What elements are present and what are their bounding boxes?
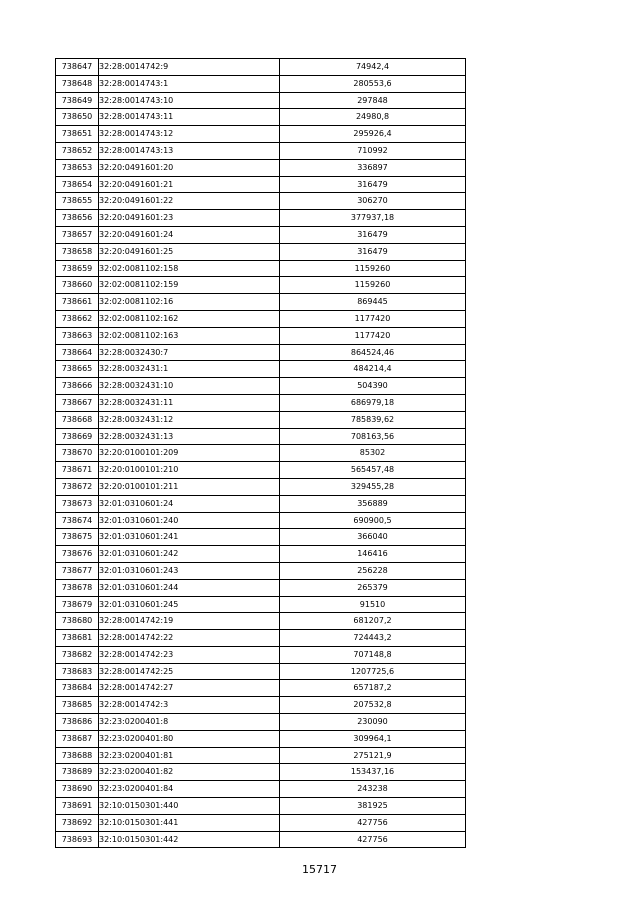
cadastral-number-cell: 32:20:0491601:20 <box>99 159 280 176</box>
cadastral-number-cell: 32:28:0032431:13 <box>99 428 280 445</box>
row-id-cell: 738667 <box>56 394 99 411</box>
table-row <box>56 75 466 92</box>
table-row <box>56 361 466 378</box>
cadastral-number-cell: 32:20:0100101:210 <box>99 462 280 479</box>
row-id-cell: 738676 <box>56 546 99 563</box>
cadastral-value-cell: 710992 <box>280 142 466 159</box>
row-id-cell: 738678 <box>56 579 99 596</box>
table-row <box>56 495 466 512</box>
cadastral-value-cell: 207532,8 <box>280 697 466 714</box>
cadastral-number-cell: 32:28:0032430:7 <box>99 344 280 361</box>
row-id-cell: 738659 <box>56 260 99 277</box>
cadastral-number-cell: 32:01:0310601:243 <box>99 562 280 579</box>
row-id-cell: 738647 <box>56 59 99 76</box>
table-row <box>56 512 466 529</box>
cadastral-number-cell: 32:28:0014743:1 <box>99 75 280 92</box>
table-row <box>56 243 466 260</box>
row-id-cell: 738691 <box>56 798 99 815</box>
cadastral-value-cell: 275121,9 <box>280 747 466 764</box>
cadastral-number-cell: 32:20:0491601:21 <box>99 176 280 193</box>
table-row <box>56 680 466 697</box>
cadastral-number-cell: 32:01:0310601:244 <box>99 579 280 596</box>
cadastral-value-cell: 484214,4 <box>280 361 466 378</box>
cadastral-value-cell: 1177420 <box>280 327 466 344</box>
table-row <box>56 781 466 798</box>
row-id-cell: 738670 <box>56 445 99 462</box>
cadastral-value-cell: 316479 <box>280 176 466 193</box>
cadastral-value-table <box>55 58 466 848</box>
cadastral-number-cell: 32:01:0310601:245 <box>99 596 280 613</box>
table-row <box>56 596 466 613</box>
table-row <box>56 831 466 848</box>
row-id-cell: 738682 <box>56 646 99 663</box>
cadastral-value-cell: 427756 <box>280 831 466 848</box>
table-row <box>56 210 466 227</box>
table-row <box>56 579 466 596</box>
row-id-cell: 738669 <box>56 428 99 445</box>
cadastral-value-cell: 1207725,6 <box>280 663 466 680</box>
table-row <box>56 109 466 126</box>
cadastral-number-cell: 32:20:0100101:209 <box>99 445 280 462</box>
cadastral-value-cell: 243238 <box>280 781 466 798</box>
cadastral-number-cell: 32:28:0014743:12 <box>99 126 280 143</box>
cadastral-number-cell: 32:28:0032431:12 <box>99 411 280 428</box>
cadastral-value-cell: 690900,5 <box>280 512 466 529</box>
cadastral-value-cell: 280553,6 <box>280 75 466 92</box>
cadastral-value-cell: 707148,8 <box>280 646 466 663</box>
table-row <box>56 92 466 109</box>
table-row <box>56 630 466 647</box>
table-row <box>56 814 466 831</box>
cadastral-number-cell: 32:01:0310601:241 <box>99 529 280 546</box>
table-row <box>56 462 466 479</box>
cadastral-number-cell: 32:01:0310601:240 <box>99 512 280 529</box>
table-row <box>56 730 466 747</box>
row-id-cell: 738653 <box>56 159 99 176</box>
row-id-cell: 738675 <box>56 529 99 546</box>
table-row <box>56 714 466 731</box>
cadastral-number-cell: 32:01:0310601:24 <box>99 495 280 512</box>
row-id-cell: 738663 <box>56 327 99 344</box>
cadastral-value-cell: 724443,2 <box>280 630 466 647</box>
cadastral-value-cell: 297848 <box>280 92 466 109</box>
row-id-cell: 738655 <box>56 193 99 210</box>
cadastral-number-cell: 32:28:0014742:19 <box>99 613 280 630</box>
row-id-cell: 738685 <box>56 697 99 714</box>
row-id-cell: 738665 <box>56 361 99 378</box>
cadastral-number-cell: 32:23:0200401:80 <box>99 730 280 747</box>
row-id-cell: 738650 <box>56 109 99 126</box>
table-body <box>56 59 466 848</box>
cadastral-value-cell: 146416 <box>280 546 466 563</box>
row-id-cell: 738688 <box>56 747 99 764</box>
row-id-cell: 738651 <box>56 126 99 143</box>
row-id-cell: 738666 <box>56 378 99 395</box>
cadastral-number-cell: 32:20:0491601:23 <box>99 210 280 227</box>
row-id-cell: 738649 <box>56 92 99 109</box>
row-id-cell: 738681 <box>56 630 99 647</box>
cadastral-value-cell: 309964,1 <box>280 730 466 747</box>
cadastral-value-cell: 306270 <box>280 193 466 210</box>
table-row <box>56 764 466 781</box>
table-row <box>56 294 466 311</box>
cadastral-value-cell: 85302 <box>280 445 466 462</box>
cadastral-value-cell: 24980,8 <box>280 109 466 126</box>
cadastral-value-cell: 316479 <box>280 226 466 243</box>
table-row <box>56 126 466 143</box>
row-id-cell: 738658 <box>56 243 99 260</box>
cadastral-value-cell: 366040 <box>280 529 466 546</box>
cadastral-value-cell: 657187,2 <box>280 680 466 697</box>
cadastral-value-cell: 681207,2 <box>280 613 466 630</box>
cadastral-value-cell: 504390 <box>280 378 466 395</box>
row-id-cell: 738677 <box>56 562 99 579</box>
cadastral-value-cell: 565457,48 <box>280 462 466 479</box>
row-id-cell: 738683 <box>56 663 99 680</box>
cadastral-number-cell: 32:01:0310601:242 <box>99 546 280 563</box>
cadastral-value-cell: 265379 <box>280 579 466 596</box>
cadastral-value-cell: 91510 <box>280 596 466 613</box>
cadastral-value-cell: 1177420 <box>280 310 466 327</box>
cadastral-number-cell: 32:28:0014742:25 <box>99 663 280 680</box>
cadastral-number-cell: 32:10:0150301:440 <box>99 798 280 815</box>
table-row <box>56 176 466 193</box>
cadastral-value-cell: 153437,16 <box>280 764 466 781</box>
table-row <box>56 193 466 210</box>
cadastral-number-cell: 32:28:0032431:1 <box>99 361 280 378</box>
cadastral-number-cell: 32:20:0491601:22 <box>99 193 280 210</box>
row-id-cell: 738689 <box>56 764 99 781</box>
cadastral-value-cell: 329455,28 <box>280 478 466 495</box>
cadastral-number-cell: 32:28:0014742:27 <box>99 680 280 697</box>
cadastral-value-cell: 1159260 <box>280 260 466 277</box>
cadastral-number-cell: 32:28:0014742:3 <box>99 697 280 714</box>
table-row <box>56 546 466 563</box>
row-id-cell: 738656 <box>56 210 99 227</box>
cadastral-number-cell: 32:28:0014743:10 <box>99 92 280 109</box>
table-row <box>56 562 466 579</box>
cadastral-value-cell: 74942,4 <box>280 59 466 76</box>
cadastral-value-cell: 230090 <box>280 714 466 731</box>
row-id-cell: 738690 <box>56 781 99 798</box>
row-id-cell: 738674 <box>56 512 99 529</box>
table-row <box>56 411 466 428</box>
cadastral-number-cell: 32:28:0014742:9 <box>99 59 280 76</box>
table-row <box>56 142 466 159</box>
table-row <box>56 159 466 176</box>
table-row <box>56 378 466 395</box>
cadastral-value-cell: 316479 <box>280 243 466 260</box>
cadastral-value-cell: 336897 <box>280 159 466 176</box>
row-id-cell: 738648 <box>56 75 99 92</box>
row-id-cell: 738657 <box>56 226 99 243</box>
cadastral-number-cell: 32:28:0032431:11 <box>99 394 280 411</box>
cadastral-value-cell: 1159260 <box>280 277 466 294</box>
cadastral-number-cell: 32:28:0014743:13 <box>99 142 280 159</box>
row-id-cell: 738660 <box>56 277 99 294</box>
cadastral-number-cell: 32:10:0150301:441 <box>99 814 280 831</box>
cadastral-number-cell: 32:02:0081102:16 <box>99 294 280 311</box>
cadastral-value-cell: 869445 <box>280 294 466 311</box>
row-id-cell: 738672 <box>56 478 99 495</box>
table-row <box>56 663 466 680</box>
table-row <box>56 747 466 764</box>
table-row <box>56 697 466 714</box>
table-row <box>56 478 466 495</box>
table-row <box>56 798 466 815</box>
table-row <box>56 344 466 361</box>
row-id-cell: 738680 <box>56 613 99 630</box>
row-id-cell: 738652 <box>56 142 99 159</box>
page-number: 15717 <box>302 863 337 876</box>
cadastral-number-cell: 32:23:0200401:81 <box>99 747 280 764</box>
cadastral-value-cell: 686979,18 <box>280 394 466 411</box>
cadastral-number-cell: 32:10:0150301:442 <box>99 831 280 848</box>
table-row <box>56 59 466 76</box>
table-row <box>56 529 466 546</box>
cadastral-number-cell: 32:02:0081102:163 <box>99 327 280 344</box>
cadastral-value-cell: 381925 <box>280 798 466 815</box>
row-id-cell: 738654 <box>56 176 99 193</box>
cadastral-value-cell: 785839,62 <box>280 411 466 428</box>
cadastral-value-cell: 295926,4 <box>280 126 466 143</box>
cadastral-number-cell: 32:20:0491601:24 <box>99 226 280 243</box>
cadastral-value-cell: 356889 <box>280 495 466 512</box>
cadastral-value-cell: 864524,46 <box>280 344 466 361</box>
cadastral-number-cell: 32:02:0081102:159 <box>99 277 280 294</box>
row-id-cell: 738686 <box>56 714 99 731</box>
row-id-cell: 738671 <box>56 462 99 479</box>
cadastral-number-cell: 32:28:0014742:22 <box>99 630 280 647</box>
cadastral-value-cell: 377937,18 <box>280 210 466 227</box>
table-row <box>56 277 466 294</box>
cadastral-number-cell: 32:23:0200401:82 <box>99 764 280 781</box>
table-row <box>56 327 466 344</box>
table-row <box>56 428 466 445</box>
table-row <box>56 445 466 462</box>
table-row <box>56 310 466 327</box>
row-id-cell: 738693 <box>56 831 99 848</box>
cadastral-number-cell: 32:28:0014742:23 <box>99 646 280 663</box>
cadastral-number-cell: 32:02:0081102:158 <box>99 260 280 277</box>
cadastral-number-cell: 32:20:0491601:25 <box>99 243 280 260</box>
cadastral-number-cell: 32:23:0200401:84 <box>99 781 280 798</box>
table-row <box>56 394 466 411</box>
cadastral-number-cell: 32:02:0081102:162 <box>99 310 280 327</box>
row-id-cell: 738679 <box>56 596 99 613</box>
table-row <box>56 613 466 630</box>
row-id-cell: 738687 <box>56 730 99 747</box>
cadastral-number-cell: 32:28:0014743:11 <box>99 109 280 126</box>
row-id-cell: 738664 <box>56 344 99 361</box>
row-id-cell: 738662 <box>56 310 99 327</box>
cadastral-number-cell: 32:23:0200401:8 <box>99 714 280 731</box>
row-id-cell: 738684 <box>56 680 99 697</box>
row-id-cell: 738673 <box>56 495 99 512</box>
cadastral-value-cell: 427756 <box>280 814 466 831</box>
cadastral-value-cell: 708163,56 <box>280 428 466 445</box>
table-row <box>56 226 466 243</box>
row-id-cell: 738661 <box>56 294 99 311</box>
table-row <box>56 260 466 277</box>
cadastral-number-cell: 32:20:0100101:211 <box>99 478 280 495</box>
row-id-cell: 738692 <box>56 814 99 831</box>
cadastral-number-cell: 32:28:0032431:10 <box>99 378 280 395</box>
row-id-cell: 738668 <box>56 411 99 428</box>
cadastral-value-cell: 256228 <box>280 562 466 579</box>
table-row <box>56 646 466 663</box>
